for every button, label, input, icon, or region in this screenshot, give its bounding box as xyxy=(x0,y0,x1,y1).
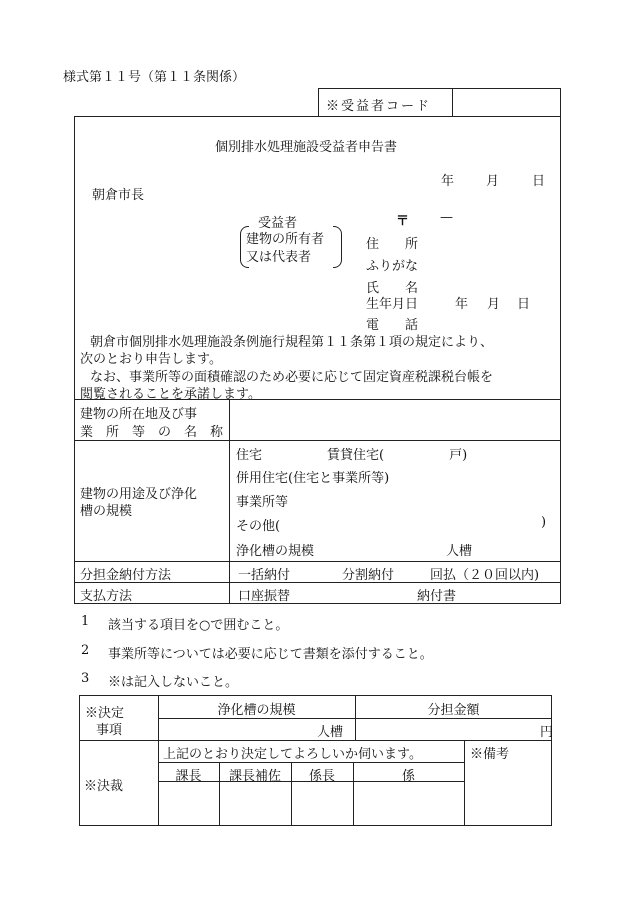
approval-label: ※決裁 xyxy=(84,779,124,794)
body-line-2: 次のとおり申告します。 xyxy=(80,352,222,367)
pay-route-label: 支払方法 xyxy=(80,589,133,604)
pay-transfer[interactable]: 口座振替 xyxy=(238,589,291,604)
body-line-4: 閲覧されることを承諾します。 xyxy=(80,387,261,402)
decision-tank-unit: 人槽 xyxy=(317,725,344,740)
address-label: 住 所 xyxy=(366,237,419,252)
usage-label-1: 建物の用途及び浄化 xyxy=(80,487,198,502)
amount-header: 分担金額 xyxy=(427,703,480,718)
body-line-3: なお、事業所等の面積確認のため必要に応じて固定資産税課税台帳を xyxy=(90,370,494,385)
date-year: 年 xyxy=(441,174,455,189)
tank-scale-header: 浄化槽の規模 xyxy=(217,703,296,718)
location-label-1: 建物の所在地及び事 xyxy=(80,407,198,422)
note-2-text: 事業所等については必要に応じて書類を添付すること。 xyxy=(108,647,433,662)
usage-mixed[interactable]: 併用住宅(住宅と事業所等) xyxy=(236,471,390,486)
usage-rental[interactable]: 賃貸住宅( 戸) xyxy=(327,448,468,463)
body-line-1: 朝倉市個別排水処理施設条例施行規程第１１条第１項の規定により、 xyxy=(90,335,494,350)
role-staff: 係 xyxy=(401,769,415,784)
birth-month: 月 xyxy=(487,297,501,312)
date-day: 日 xyxy=(532,174,546,189)
usage-office[interactable]: 事業所等 xyxy=(236,495,289,510)
role-deputy-chief: 課長補佐 xyxy=(228,769,281,784)
note-2-num: 2 xyxy=(81,643,90,658)
applicant-label: 受益者 xyxy=(258,216,298,231)
beneficiary-code-field[interactable] xyxy=(454,89,560,116)
note-3-num: 3 xyxy=(81,671,90,686)
applicant-rep-label: 又は代表者 xyxy=(246,250,312,265)
location-field[interactable] xyxy=(231,401,559,438)
payment-split[interactable]: 分割納付 xyxy=(342,568,395,583)
role-subsection-chief: 係長 xyxy=(308,769,335,784)
usage-other-close: ) xyxy=(541,515,547,530)
payment-method-label: 分担金納付方法 xyxy=(80,568,172,583)
decision-yen-unit: 円 xyxy=(540,725,554,740)
applicant-owner-label: 建物の所有者 xyxy=(246,232,325,247)
tank-scale-label: 浄化槽の規模 xyxy=(236,544,315,559)
date-month: 月 xyxy=(486,174,500,189)
pay-slip[interactable]: 納付書 xyxy=(417,589,457,604)
postal-dash: — xyxy=(440,210,453,225)
tank-scale-unit: 人槽 xyxy=(446,544,473,559)
beneficiary-code-label: ※受益者コード xyxy=(326,99,432,114)
form-number: 様式第１１号（第１１条関係） xyxy=(63,70,246,85)
usage-label-2: 槽の規模 xyxy=(80,504,133,519)
payment-lump[interactable]: 一括納付 xyxy=(238,568,291,583)
role-section-chief: 課長 xyxy=(175,769,202,784)
postal-mark: 〒 xyxy=(396,214,410,229)
payment-installments: 回払（２０回以内) xyxy=(430,568,540,583)
decision-label-1: ※決定 xyxy=(85,706,125,721)
birth-label: 生年月日 xyxy=(366,297,419,312)
right-bracket xyxy=(333,226,342,268)
note-1-text: 該当する項目を○で囲むこと。 xyxy=(108,618,289,633)
location-label-2: 業 所 等 の 名 称 xyxy=(80,425,224,440)
approval-text: 上記のとおり決定してよろしいか伺います。 xyxy=(163,747,422,762)
usage-house[interactable]: 住宅 xyxy=(236,448,263,463)
addressee: 朝倉市長 xyxy=(92,188,145,203)
phone-label: 電 話 xyxy=(366,318,419,333)
birth-year: 年 xyxy=(455,297,469,312)
usage-other[interactable]: その他( xyxy=(236,519,281,534)
name-label: 氏 名 xyxy=(366,281,419,296)
remarks-label: ※備考 xyxy=(470,747,510,762)
decision-label-2: 事項 xyxy=(96,723,123,738)
birth-day: 日 xyxy=(517,297,531,312)
note-1-num: 1 xyxy=(81,614,90,629)
page-title: 個別排水処理施設受益者申告書 xyxy=(215,140,398,155)
furigana-label: ふりがな xyxy=(366,259,419,274)
note-3-text: ※は記入しないこと。 xyxy=(108,675,239,690)
